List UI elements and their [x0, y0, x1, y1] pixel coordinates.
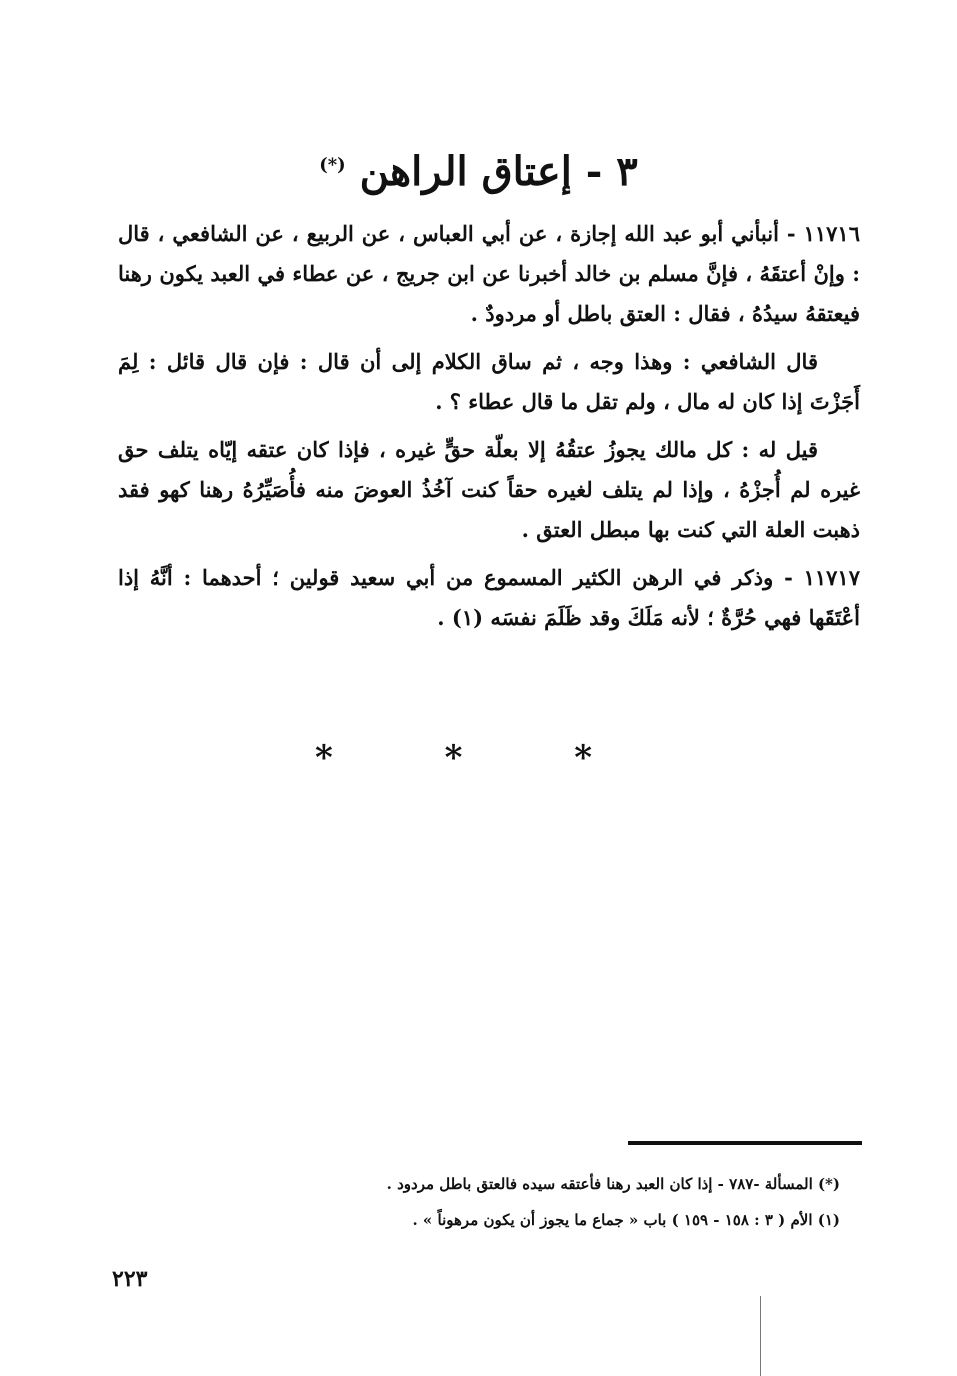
paragraph-11716: ١١٧١٦ - أنبأني أبو عبد الله إجازة ، عن أبي العباس ، عن الربيع ، عن الشافعي ، قال : وإنْ أعتقَهُ ، فإنَّ مسلم بن خالد أخبرنا عن ابن جريج ، عن عطاء في العبد يكون رهنا فيعتقهُ سيدُهُ ، فقال : العتق باطل أو مردودٌ .	[118, 221, 860, 326]
main-text	[118, 214, 860, 646]
title-footnote-mark: (*)	[319, 154, 346, 176]
page-number: ٢٢٣	[112, 1266, 148, 1292]
paragraph-shafii-quote: قال الشافعي : وهذا وجه ، ثم ساق الكلام إلى أن قال : فإن قال قائل : لِمَ أَجَزْتَ إذا كان له مال ، ولم تقل ما قال عطاء ؟ .	[118, 349, 860, 414]
footnote-divider	[628, 1141, 862, 1145]
section-title	[0, 148, 957, 195]
section-separator: * * *	[314, 738, 642, 778]
footnote-star: (*) المسألة -٧٨٧ - إذا كان العبد رهنا فأعتقه سيده فالعتق باطل مردود .	[386, 1175, 840, 1193]
section-title-text: ٣ - إعتاق الراهن	[359, 148, 638, 195]
footnote-1: (١) الأم ( ٣ : ١٥٨ - ١٥٩ ) باب « جماع ما يجوز أن يكون مرهوناً » .	[412, 1211, 840, 1229]
footnotes	[200, 1166, 840, 1238]
scan-edge-line	[760, 1296, 761, 1376]
paragraph-11717: ١١٧١٧ - وذكر في الرهن الكثير المسموع من أبي سعيد قولين ؛ أحدهما : أنَّهُ إذا أعْتَقَها فهي حُرَّةٌ ؛ لأنه مَلَكَ وقد ظَلَمَ نفسَه (١) .	[118, 565, 860, 630]
paragraph-reply: قيل له : كل مالك يجوزُ عتقُهُ إلا بعلّة حقٍّ غيره ، فإذا كان عتقه إيّاه يتلف حق غيره لم أُجزْهُ ، وإذا لم يتلف لغيره حقاً كنت آخُذُ العوضَ منه فأُصَيِّرُهُ رهنا كهو فقد ذهبت العلة التي كنت بها مبطل العتق .	[118, 437, 860, 542]
